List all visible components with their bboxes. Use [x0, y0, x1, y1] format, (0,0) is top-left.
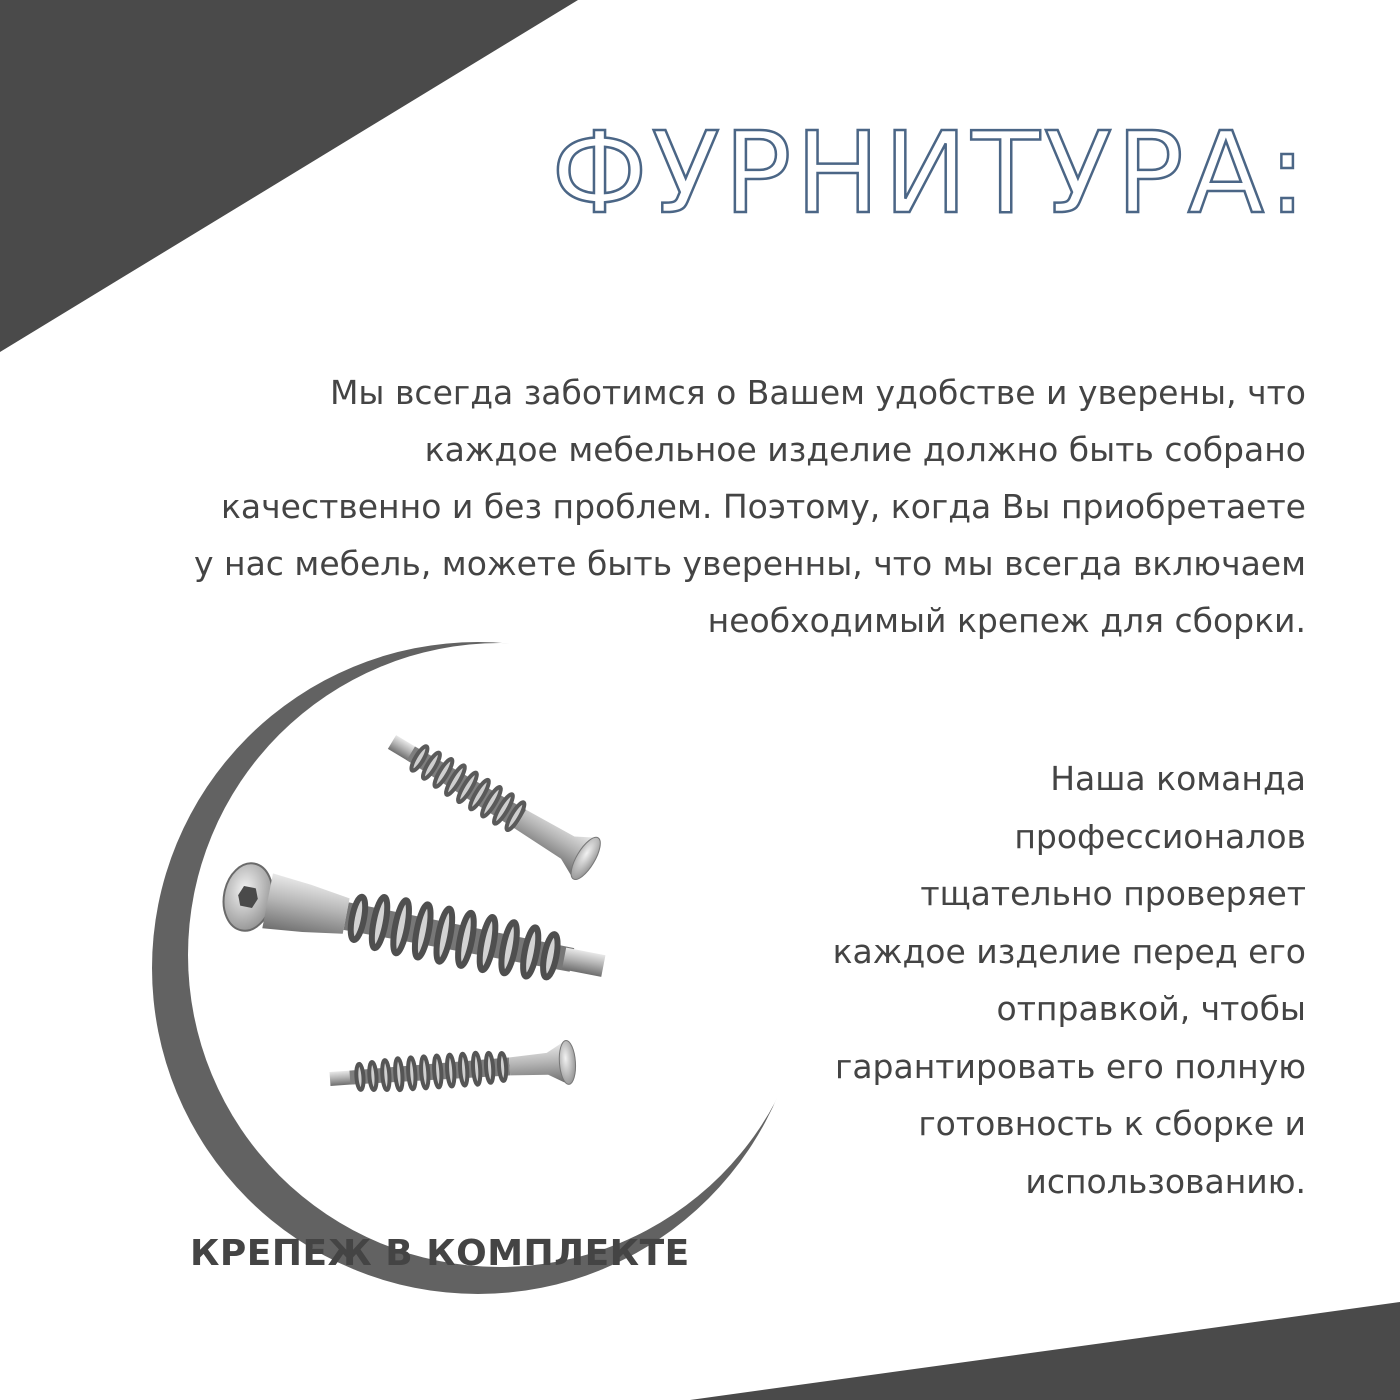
screw-bottom: [328, 1040, 576, 1101]
intro-line: необходимый крепеж для сборки.: [707, 601, 1306, 640]
intro-paragraph: [146, 364, 1306, 649]
team-line: гарантировать его полную: [834, 1046, 1306, 1086]
team-paragraph: [786, 750, 1306, 1210]
team-line: отправкой, чтобы: [996, 989, 1306, 1028]
team-line: Наша команда: [1050, 759, 1306, 798]
team-line: профессионалов: [1014, 816, 1306, 856]
product-caption: КРЕПЕЖ В КОМПЛЕКТЕ: [190, 1233, 690, 1274]
team-line: тщательно проверяет: [920, 874, 1306, 913]
page-title: ФУРНИТУРА:: [551, 109, 1310, 239]
intro-line: Мы всегда заботимся о Вашем удобстве и уверены, что: [329, 373, 1306, 412]
team-line: каждое изделие перед его: [832, 931, 1306, 971]
intro-line: качественно и без проблем. Поэтому, когда Вы приобретаете: [220, 487, 1306, 526]
intro-line: у нас мебель, можете быть уверенны, что мы всегда включаем: [193, 544, 1306, 583]
team-line: готовность к сборке и: [918, 1104, 1306, 1143]
screw-middle: [218, 859, 610, 999]
intro-line: каждое мебельное изделие должно быть собрано: [424, 430, 1306, 469]
screw-top: [380, 721, 606, 883]
team-line: использованию.: [1025, 1161, 1306, 1201]
